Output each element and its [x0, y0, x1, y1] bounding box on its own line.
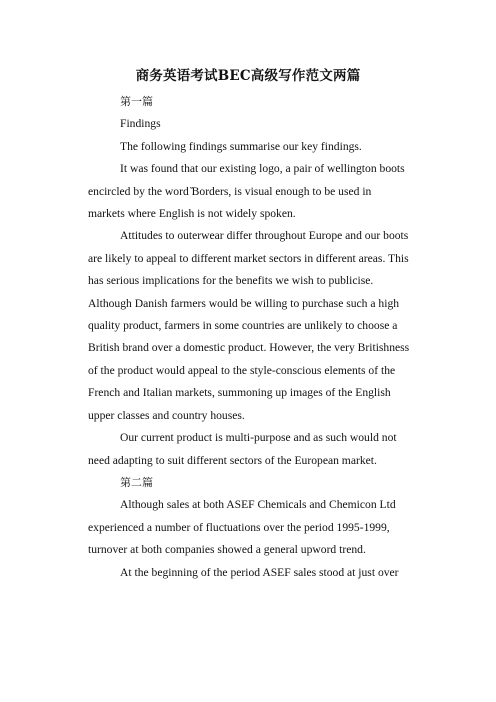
document-body: [88, 91, 410, 584]
paragraph: At the beginning of the period ASEF sales stood at just over: [120, 565, 399, 579]
section-heading: 第一篇: [120, 95, 153, 108]
paragraph: Findings: [120, 117, 161, 131]
paragraph: The following findings summarise our key findings.: [120, 139, 362, 153]
paragraph: Attitudes to outerwear differ throughout Europe and our boots are likely to appeal to different market sectors in different areas. This has serious implications for the benefits we wish to publicise. Although Danish farmers would be willing to purchase such a high quality product, farmers in some countries are unlikely to choose a British brand over a domestic product. However, the very Britishness of the product would appeal to the style-conscious elements of the French and Italian markets, summoning up images of the English upper classes and country houses.: [88, 229, 410, 422]
document-title: 商务英语考试BEC高级写作范文两篇: [135, 68, 361, 84]
paragraph: Our current product is multi-purpose and as such would not need adapting to suit different sectors of the European market.: [88, 431, 397, 467]
section-heading: 第二篇: [120, 475, 153, 489]
paragraph: Although sales at both ASEF Chemicals and Chemicon Ltd experienced a number of fluctuations over the period 1995-1999, turnover at both companies showed a general upword trend.: [88, 498, 396, 557]
paragraph: It was found that our existing logo, a pair of wellington boots encircled by the word ̆Borders, is visual enough to be used in markets where English is not widely spoken.: [88, 162, 405, 221]
